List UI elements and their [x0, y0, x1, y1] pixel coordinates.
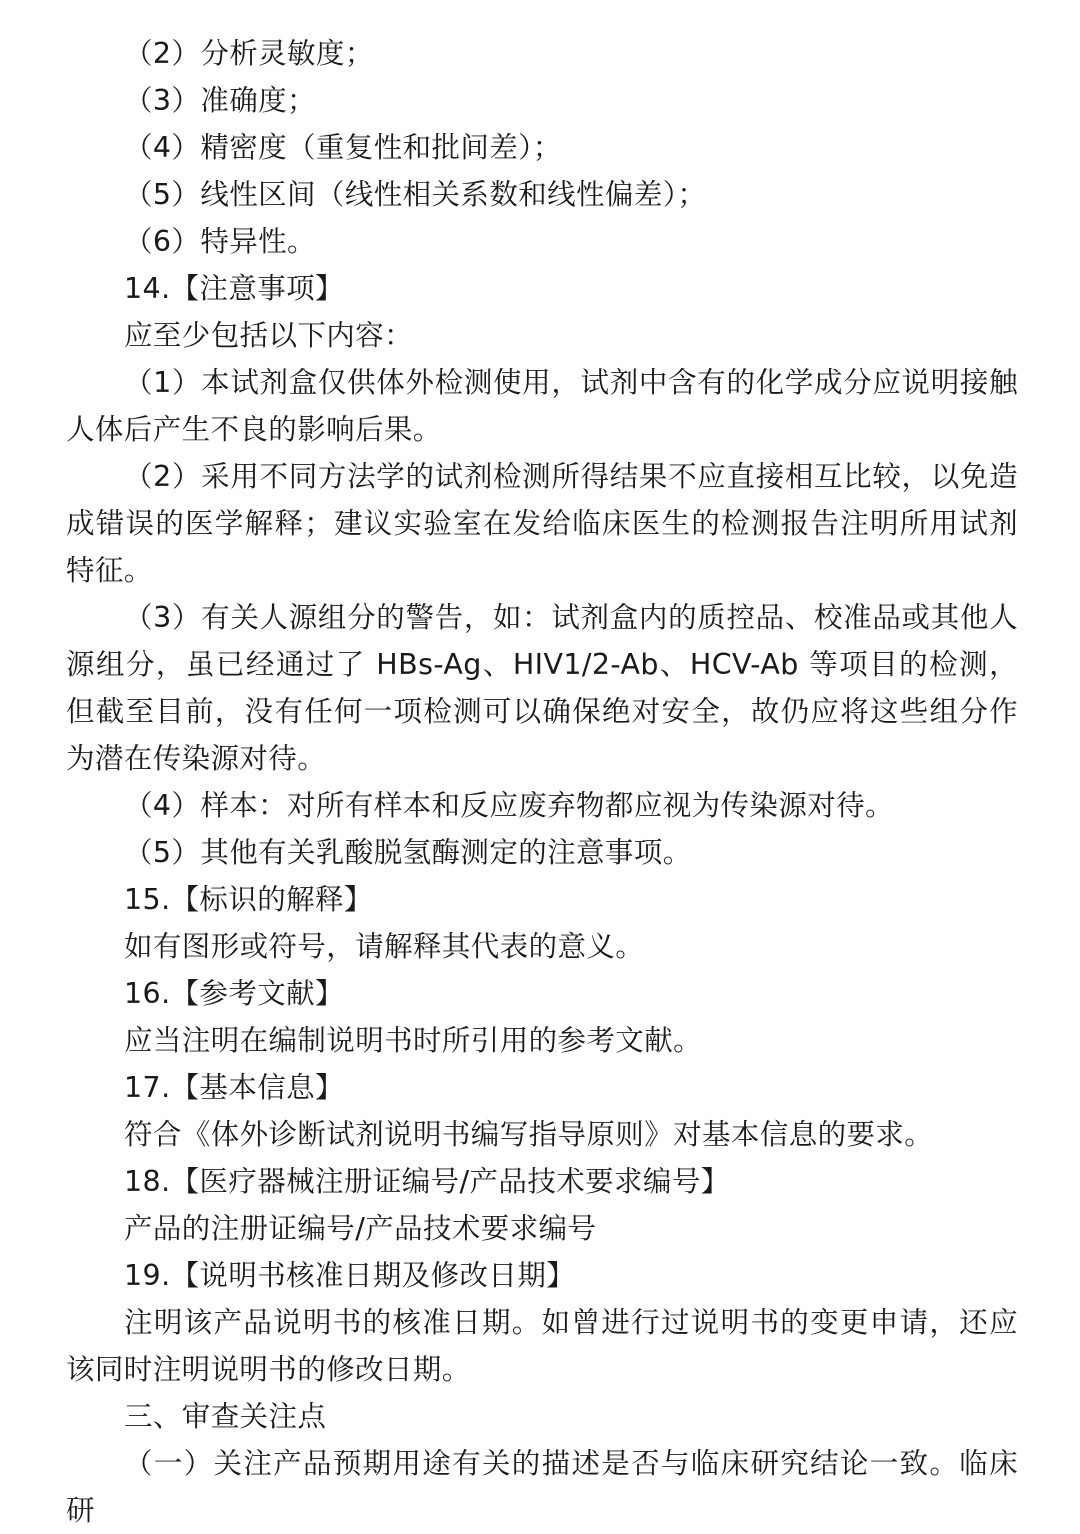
paragraph-note-4: （4）样本：对所有样本和反应废弃物都应视为传染源对待。 [124, 789, 894, 822]
section-heading-15: 15.【标识的解释】 [124, 883, 373, 916]
paragraph-note-2: （2）采用不同方法学的试剂检测所得结果不应直接相互比较，以免造成错误的医学解释；建议实验室在发给临床医生的检测报告注明所用试剂特征。 [66, 460, 1018, 587]
paragraph-references: 应当注明在编制说明书时所引用的参考文献。 [124, 1024, 703, 1057]
paragraph-precision: （4）精密度（重复性和批间差）； [124, 131, 562, 164]
paragraph-note-3: （3）有关人源组分的警告，如：试剂盒内的质控品、校准品或其他人源组分，虽已经通过了 HBs-Ag、HIV1/2-Ab、HCV-Ab 等项目的检测，但截至目前，没有任何一项检测可以确保绝对安全，故仍应将这些组分作为潜在传染源对待。 [66, 601, 1018, 775]
section-heading-14: 14.【注意事项】 [124, 272, 344, 305]
paragraph-intro: 应至少包括以下内容： [124, 319, 414, 352]
paragraph-basic-info: 符合《体外诊断试剂说明书编写指导原则》对基本信息的要求。 [124, 1118, 934, 1151]
paragraph-symbols: 如有图形或符号，请解释其代表的意义。 [124, 930, 645, 963]
paragraph-note-1: （1）本试剂盒仅供体外检测使用，试剂中含有的化学成分应说明接触人体后产生不良的影响后果。 [66, 366, 1018, 446]
paragraph-analytical-sensitivity: （2）分析灵敏度； [124, 37, 374, 70]
section-heading-18: 18.【医疗器械注册证编号/产品技术要求编号】 [124, 1165, 730, 1198]
paragraph-linear-range: （5）线性区间（线性相关系数和线性偏差）； [124, 178, 707, 211]
section-heading-17: 17.【基本信息】 [124, 1071, 344, 1104]
paragraph-accuracy: （3）准确度； [124, 84, 316, 117]
paragraph-registration-number: 产品的注册证编号/产品技术要求编号 [124, 1212, 597, 1245]
section-heading-review-points: 三、审查关注点 [124, 1400, 327, 1433]
paragraph-note-5: （5）其他有关乳酸脱氢酶测定的注意事项。 [124, 836, 692, 869]
section-heading-19: 19.【说明书核准日期及修改日期】 [124, 1259, 576, 1292]
document-body [66, 30, 1018, 1534]
paragraph-review-point-1: （一）关注产品预期用途有关的描述是否与临床研究结论一致。临床研 [66, 1447, 1018, 1527]
paragraph-specificity: （6）特异性。 [124, 225, 316, 258]
paragraph-approval-date: 注明该产品说明书的核准日期。如曾进行过说明书的变更申请，还应该同时注明说明书的修改日期。 [66, 1306, 1018, 1386]
section-heading-16: 16.【参考文献】 [124, 977, 344, 1010]
